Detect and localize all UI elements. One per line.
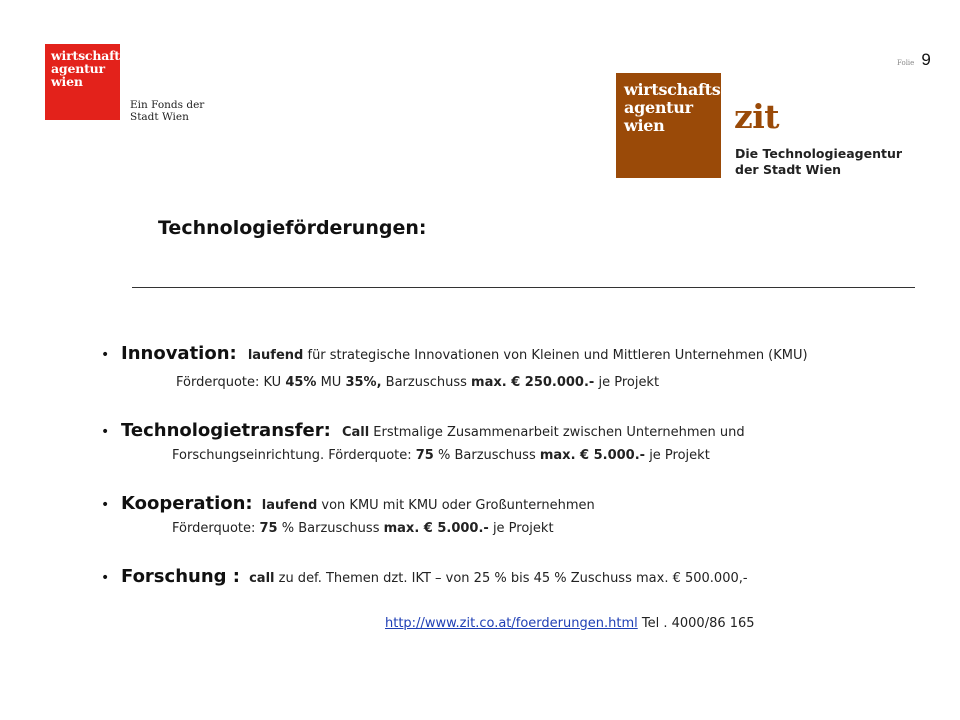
funding-grant-label: % Barzuschuss — [277, 521, 384, 536]
wa-fonds-line1: Ein Fonds der — [130, 99, 205, 111]
funding-max: max. € 250.000.- — [471, 375, 595, 390]
zit-logo-line3: wien — [624, 116, 665, 135]
zit-subtitle-line1: Die Technologieagentur — [735, 146, 903, 161]
zit-logo-line1: wirtschafts — [624, 80, 721, 99]
funding-label-mu: MU — [316, 375, 346, 390]
wa-logo-text — [51, 49, 127, 88]
funding-per-project: je Projekt — [488, 521, 554, 536]
wa-fonds-line2: Stadt Wien — [130, 111, 189, 123]
footer-contact — [385, 616, 755, 631]
item-funding-line — [172, 521, 554, 536]
item-keyword: Call — [341, 425, 370, 440]
funding-max: max. € 5.000.- — [383, 521, 489, 536]
item-heading: Kooperation: — [121, 493, 253, 514]
zit-subtitle-line2: der Stadt Wien — [735, 162, 842, 177]
item-description: für strategische Innovationen von Kleinen und Mittleren Unternehmen (KMU) — [303, 348, 808, 363]
funding-rate-mu: 35%, — [345, 375, 382, 390]
zit-logo-word: zit — [734, 97, 780, 136]
bullet-icon: • — [101, 347, 110, 363]
item-keyword: call — [249, 571, 275, 586]
slide-title: Technologieförderungen: — [158, 217, 427, 239]
funding-label: Förderquote: KU — [176, 375, 286, 390]
zit-logo-text — [624, 81, 720, 135]
list-item-technologietransfer — [121, 420, 745, 441]
item-heading: Innovation: — [121, 343, 237, 364]
funding-rate: 75 — [415, 448, 434, 463]
funding-grant-label: Barzuschuss — [381, 375, 472, 390]
item-description: Erstmalige Zusammenarbeit zwischen Unternehmen und — [369, 425, 745, 440]
funding-per-project: je Projekt — [645, 448, 710, 463]
item-funding-line — [172, 448, 710, 463]
funding-grant-label: % Barzuschuss — [433, 448, 540, 463]
wa-logo-line1: wirtschafts — [51, 48, 127, 63]
slide-number-value: 9 — [921, 50, 931, 69]
zit-logo-line2: agentur — [624, 98, 693, 117]
item-keyword: laufend — [247, 348, 304, 363]
funding-rate-ku: 45% — [285, 375, 317, 390]
funding-max: max. € 5.000.- — [539, 448, 646, 463]
item-keyword: laufend — [261, 498, 318, 513]
item-description: zu def. Themen dzt. IKT – von 25 % bis 45 % Zuschuss max. € 500.000,- — [274, 571, 748, 586]
bullet-icon: • — [101, 424, 110, 440]
wa-logo-line2: agentur — [51, 61, 105, 76]
list-item-forschung — [121, 566, 748, 587]
funding-rate: 75 — [259, 521, 278, 536]
wa-logo-line3: wien — [51, 74, 83, 89]
list-item-kooperation — [121, 493, 595, 514]
item-heading: Technologietransfer: — [121, 420, 331, 441]
foerderungen-link[interactable]: http://www.zit.co.at/foerderungen.html — [385, 616, 638, 631]
title-divider — [132, 287, 915, 288]
wirtschaftsagentur-logo — [45, 44, 127, 120]
item-description: von KMU mit KMU oder Großunternehmen — [317, 498, 595, 513]
funding-label: Forschungseinrichtung. Förderquote: — [172, 448, 416, 463]
phone-number: Tel . 4000/86 165 — [637, 616, 755, 631]
zit-logo-subtitle — [735, 146, 902, 178]
bullet-icon: • — [101, 497, 110, 513]
zit-logo-box — [616, 73, 721, 178]
funding-per-project: je Projekt — [594, 375, 660, 390]
wa-fonds-text — [130, 99, 204, 123]
list-item-innovation — [121, 343, 808, 364]
slide-number — [897, 50, 931, 70]
bullet-icon: • — [101, 570, 110, 586]
funding-label: Förderquote: — [172, 521, 260, 536]
slide-number-label: Folie — [897, 59, 915, 67]
item-funding-line — [176, 375, 659, 390]
item-heading: Forschung : — [121, 566, 240, 587]
